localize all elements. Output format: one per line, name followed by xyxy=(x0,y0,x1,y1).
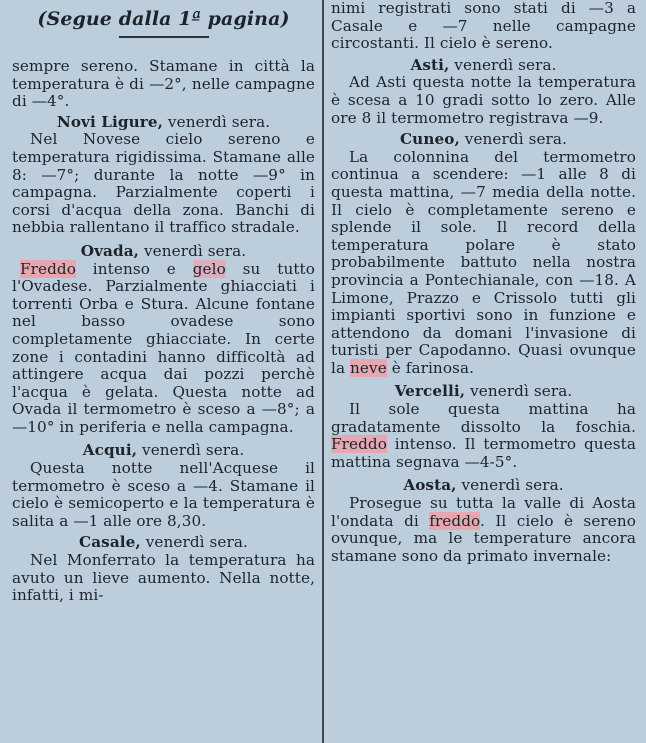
place-casale: Casale, xyxy=(79,533,141,552)
dateline-acqui xyxy=(12,442,315,460)
ovada-mid: intenso e xyxy=(75,259,193,278)
place-novi: Novi Ligure, xyxy=(56,112,163,131)
paragraph-vercelli xyxy=(331,401,636,471)
highlight-neve: neve xyxy=(350,358,387,377)
continuation-header: (Segue dalla 1ª pagina) xyxy=(37,8,290,30)
place-vercelli: Vercelli, xyxy=(394,382,466,401)
left-column xyxy=(12,0,315,743)
dateline-vercelli xyxy=(331,383,636,401)
dateline-cuneo xyxy=(331,131,636,149)
time-asti: venerdì sera. xyxy=(449,55,557,74)
place-aosta: Aosta, xyxy=(403,476,457,495)
paragraph-casale: Nel Monferrato la temperatura ha avuto un lieve aumento. Nella notte, infatti, i mi- xyxy=(12,551,315,605)
paragraph-novi: Nel Novese cielo sereno e temperatura rigidissima. Stamane alle 8: —7°; durante la notte —9° in campagna. Parzialmente coperti i corsi d'acqua della zona. Banchi di nebbia rallentano il traffico stradale. xyxy=(12,130,315,237)
intro-paragraph: sempre sereno. Stamane in città la temperatura è di —2°, nelle campagne di —4°. xyxy=(12,57,315,111)
aosta-pre: Prosegue su tutta la valle di Aosta l'ondata di xyxy=(331,494,636,530)
dateline-ovada xyxy=(12,243,315,261)
dateline-novi xyxy=(12,114,315,132)
place-ovada: Ovada, xyxy=(80,241,140,260)
time-aosta: venerdì sera. xyxy=(456,476,564,495)
vercelli-tail: intenso. Il termometro questa mattina segnava —4-5°. xyxy=(331,435,636,471)
dateline-aosta xyxy=(331,477,636,495)
time-cuneo: venerdì sera. xyxy=(459,130,567,149)
cuneo-body: La colonnina del termometro continua a scendere: —1 alle 8 di questa mattina, —7 media della notte. Il cielo è completamente sereno e splende il sole. Il record della temperatura polare è stato probabilmente battuto nella nostra provincia a Pontechianale, con —18. A Limone, Prazzo e Crissolo tutti gli impianti sportivi sono in funzione e attendono da domani l'invasione di turisti per Capodanno. Quasi ovunque la xyxy=(331,147,636,377)
place-acqui: Acqui, xyxy=(82,441,138,460)
paragraph-asti: Ad Asti questa notte la temperatura è scesa a 10 gradi sotto lo zero. Alle ore 8 il termometro registrava —9. xyxy=(331,73,636,127)
place-cuneo: Cuneo, xyxy=(399,130,460,149)
highlight-freddo-aosta: freddo xyxy=(429,511,481,530)
aosta-tail: . Il cielo è sereno ovunque, ma le temperature ancora stamane sono da primato invernale: xyxy=(331,511,636,565)
paragraph-ovada xyxy=(12,261,315,437)
highlight-gelo: gelo xyxy=(192,259,226,278)
header-rule xyxy=(119,36,209,38)
dateline-asti xyxy=(331,57,636,75)
paragraph-acqui: Questa notte nell'Acquese il termometro è sceso a —4. Stamane il cielo è semicoperto e la temperatura è salita a —1 alle ore 8,30. xyxy=(12,459,315,530)
column-divider xyxy=(322,0,324,743)
ovada-body: su tutto l'Ovadese. Parzialmente ghiacciati i torrenti Orba e Stura. Alcune fontane nel basso ovadese sono completamente ghiacciate. In certe zone i contadini hanno difficoltà ad attingere acqua dai pozzi perchè l'acqua è gelata. Questa notte ad Ovada il termometro è sceso a —8°; a —10° in periferia e nella campagna. xyxy=(12,259,315,436)
time-casale: venerdì sera. xyxy=(140,533,248,552)
highlight-freddo: Freddo xyxy=(20,259,76,278)
time-vercelli: venerdì sera. xyxy=(465,382,573,401)
continued-paragraph: nimi registrati sono stati di —3 a Casale e —7 nelle campagne circostanti. Il cielo è sereno. xyxy=(331,0,636,53)
cuneo-tail: è farinosa. xyxy=(386,358,475,377)
highlight-freddo-vercelli: Freddo xyxy=(331,435,387,454)
paragraph-cuneo xyxy=(331,149,636,378)
paragraph-aosta xyxy=(331,495,636,565)
time-novi: venerdì sera. xyxy=(163,112,271,131)
right-column xyxy=(331,0,636,743)
vercelli-pre: Il sole questa mattina ha gradatamente dissolto la foschia. xyxy=(331,400,636,436)
place-asti: Asti, xyxy=(410,55,450,74)
dateline-casale xyxy=(12,534,315,552)
time-acqui: venerdì sera. xyxy=(137,441,245,460)
time-ovada: venerdì sera. xyxy=(139,241,247,260)
